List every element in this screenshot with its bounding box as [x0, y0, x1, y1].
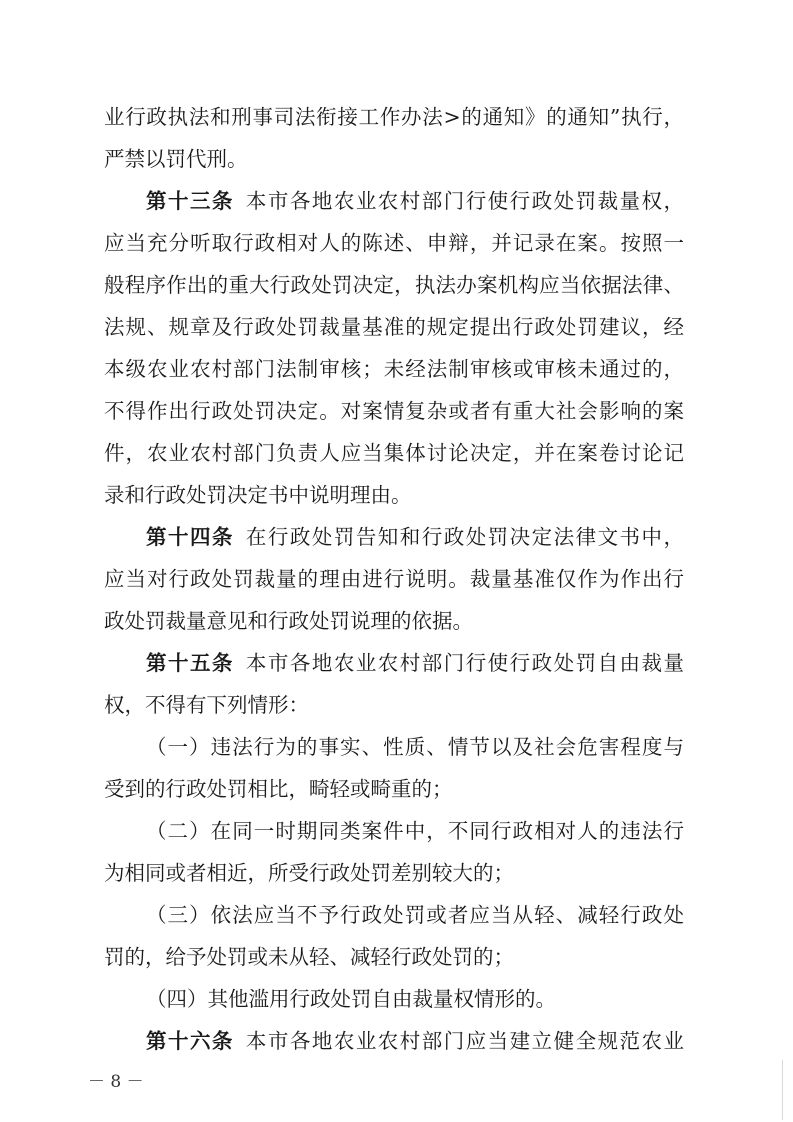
text-line: 本市各地农业农村部门行使行政处罚自由裁量	[245, 651, 685, 675]
text-line: 受到的行政处罚相比，畸轻或畸重的；	[104, 777, 453, 801]
text-line: 在行政处罚告知和行政处罚决定法律文书中，	[245, 525, 685, 549]
list-item-2-first-line: （二）在同一时期同类案件中，不同行政相对人的违法行	[146, 819, 684, 843]
page-edge-mark	[782, 1060, 783, 1120]
text-line: 不得作出行政处罚决定。对案情复杂或者有重大社会影响的案	[104, 399, 684, 423]
list-item-4-line: （四）其他滥用行政处罚自由裁量权情形的。	[146, 987, 556, 1011]
text-line: 本市各地农业农村部门行使行政处罚裁量权，	[245, 189, 685, 213]
article-16-heading: 第十六条	[146, 1029, 234, 1053]
text-line: 法规、规章及行政处罚裁量基准的规定提出行政处罚建议，经	[104, 315, 684, 339]
list-item-1-first-line: （一）违法行为的事实、性质、情节以及社会危害程度与	[146, 735, 684, 759]
text-line: 为相同或者相近，所受行政处罚差别较大的；	[104, 861, 514, 885]
text-line: 应当充分听取行政相对人的陈述、申辩，并记录在案。按照一	[104, 231, 684, 255]
text-line: 业行政执法和刑事司法衔接工作办法>的通知》的通知”执行，	[104, 105, 684, 129]
text-line: 件，农业农村部门负责人应当集体讨论决定，并在案卷讨论记	[104, 441, 684, 465]
text-line: 严禁以罚代刑。	[104, 147, 248, 171]
text-line: 罚的，给予处罚或未从轻、减轻行政处罚的；	[104, 945, 514, 969]
text-line: 政处罚裁量意见和行政处罚说理的依据。	[104, 609, 473, 633]
article-15-heading: 第十五条	[146, 651, 234, 675]
text-line: 应当对行政处罚裁量的理由进行说明。裁量基准仅作为作出行	[104, 567, 684, 591]
article-16-first-line	[146, 1021, 684, 1061]
article-14-heading: 第十四条	[146, 525, 234, 549]
list-item-3-first-line: （三）依法应当不予行政处罚或者应当从轻、减轻行政处	[146, 903, 684, 927]
text-line: 本级农业农村部门法制审核；未经法制审核或审核未通过的，	[104, 357, 684, 381]
text-line: 本市各地农业农村部门应当建立健全规范农业	[245, 1029, 685, 1053]
text-line: 般程序作出的重大行政处罚决定，执法办案机构应当依据法律、	[104, 273, 684, 297]
text-line: 权，不得有下列情形：	[104, 693, 309, 717]
article-15-first-line	[146, 643, 684, 683]
article-13-first-line	[146, 181, 684, 221]
article-13-heading: 第十三条	[146, 189, 234, 213]
text-line: 录和行政处罚决定书中说明理由。	[104, 483, 412, 507]
page-number: － 8 －	[88, 1072, 144, 1092]
article-14-first-line	[146, 517, 684, 557]
